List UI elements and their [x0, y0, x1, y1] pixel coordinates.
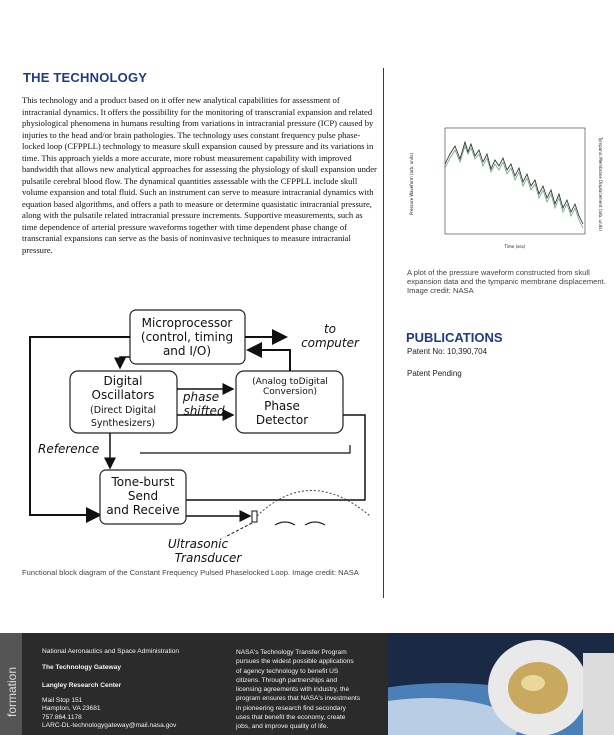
section-title-publications: PUBLICATIONS: [406, 330, 503, 345]
detector-line1: (Analog toDigital: [252, 377, 328, 387]
footer-phone: 757.864.1178: [42, 713, 82, 721]
footer-address-line: Mail Stop 151: [42, 697, 83, 704]
toneburst-line2: Send: [127, 489, 159, 503]
toneburst-line1: Tone-burst: [111, 475, 175, 489]
oscillators-line4: Synthesizers): [90, 418, 156, 429]
technology-description: This technology and a product based on it offer new analytical capabilities for assessment of intracranial dynamics. It offers the possibility for the monitoring of transcranial expansion and related physiological phenomena in humans resulting from variations in intracranial pressure (ICP) caused by injuries to the head and/or brain pathologies. The technology uses constant frequency pulse phase-locked loop (CFPPLL) technology to measure skull expansion caused by pressure and its variations in time. This approach yields a more accurate, more robust measurement capability with improved bandwidth that allows new analytical approaches for assessing the physiology of skull expansion under pulsatile cerebral blood flow. The dynamical quantities assessable with the CFPPLL include skull volume expansion and total fluid. Such an instrument can serve to measure intracranial dynamics with equation based algorithms, and offers a path to measure or determine quasistatic intracranial pressure, along with the pulsatile related intracranial pressure increments. Supportive measurements, such as time dependence of arterial pressure waveforms together with time dependent phase change of transcranial expansions can serve as the basis of noninvasive techniques to measure intracranial pressure.: [22, 95, 377, 255]
phase-shifted-line2: shifted: [183, 404, 225, 418]
footer-email[interactable]: LARC-DL-technologygateway@mail.nasa.gov: [42, 722, 177, 730]
program-line: licensing agreements with industry, the: [236, 686, 350, 694]
patent-number: Patent No: 10,390,704: [407, 347, 488, 356]
astronaut-image: [388, 633, 614, 735]
program-line: in pioneering research find secondary: [236, 704, 346, 712]
reference-label: Reference: [38, 442, 100, 456]
transducer-pointer: [225, 523, 252, 537]
diagram-caption: Functional block diagram of the Constant Frequency Pulsed Phaselocked Loop. Image credit: NASA: [22, 568, 359, 577]
oscillators-line2: Oscillators: [91, 388, 155, 402]
to-computer-line1: to: [323, 322, 337, 336]
toneburst-line3: and Receive: [106, 503, 180, 517]
plot-frame: [445, 128, 585, 234]
section-title-technology: THE TECHNOLOGY: [23, 70, 148, 85]
arrow-micro-to-oscillators: [120, 357, 130, 368]
transducer-line1: Ultrasonic: [167, 537, 229, 551]
program-line: uses that benefit the economy, create: [236, 714, 346, 722]
transducer-line2: Transducer: [174, 551, 242, 565]
detector-line2: Conversion): [263, 387, 317, 397]
phase-shifted-line1: phase: [182, 390, 220, 404]
oscillators-line1: Digital: [103, 374, 143, 388]
head-outline: [257, 491, 370, 517]
footer-address-line: Hampton, VA 23681: [42, 705, 101, 713]
plot-ylabel-right: Tympanic Membrane Displacement (arb. units): [598, 137, 603, 231]
footer-center: Langley Research Center: [42, 682, 122, 689]
footer-address: [42, 697, 176, 731]
pressure-waveform-plot: [405, 124, 605, 252]
footer-agency: National Aeronautics and Space Administration: [42, 648, 180, 655]
footer-side-tab: [0, 633, 22, 735]
footer-gateway: The Technology Gateway: [42, 664, 122, 671]
plot-xlabel: Time (sec): [504, 244, 526, 249]
detector-line4: Detector: [255, 413, 309, 427]
oscillators-line3: (Direct Digital: [90, 405, 156, 416]
plot-ylabel-left: Pressure Waveform (arb. units): [409, 152, 414, 216]
plot-caption: A plot of the pressure waveform constructed from skull expansion data and the tympanic membrane displacement. Image credit: NASA: [407, 268, 606, 295]
block-diagram: [20, 305, 385, 567]
to-computer-line2: computer: [301, 336, 359, 350]
program-line: program ensures that NASA's investments: [236, 695, 361, 703]
arrow-detector-to-micro: [248, 350, 290, 371]
microprocessor-line2: (control, timing: [140, 330, 234, 344]
footer-program-text: [236, 648, 376, 732]
footer-side-text: formation: [5, 666, 19, 718]
program-line: pursues the widest possible applications: [236, 658, 354, 666]
program-line: NASA's Technology Transfer Program: [236, 649, 347, 656]
program-line: citizens. Through partnerships and: [236, 676, 338, 684]
program-line: of agency technology to benefit US: [236, 667, 339, 675]
detector-feedback-line: [140, 445, 350, 453]
program-line: jobs, and improve quality of life.: [236, 723, 329, 731]
transducer-element: [252, 511, 257, 522]
microprocessor-line3: and I/O): [162, 344, 212, 358]
head-features: [275, 522, 325, 525]
microprocessor-line1: Microprocessor: [141, 316, 233, 330]
patent-pending: Patent Pending: [407, 369, 462, 378]
detector-line3: Phase: [264, 399, 300, 413]
